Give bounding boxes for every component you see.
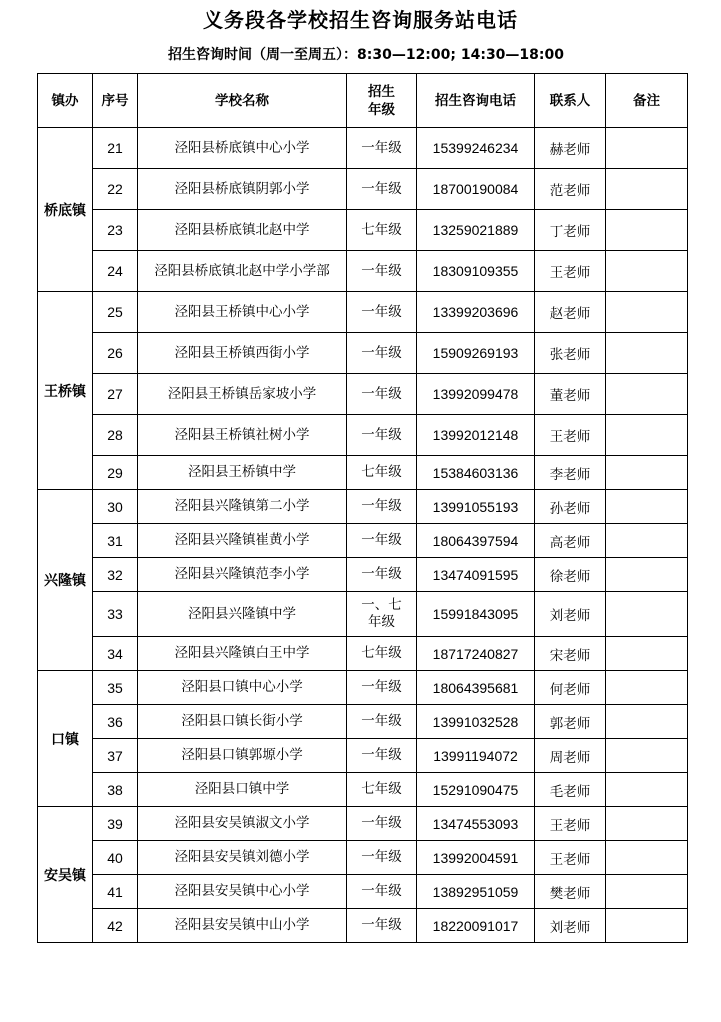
header-school: 学校名称 (138, 74, 347, 128)
seq-cell: 38 (93, 773, 138, 807)
grade-cell: 一年级 (347, 333, 417, 374)
contact-cell: 李老师 (535, 456, 606, 490)
grade-cell: 一年级 (347, 374, 417, 415)
school-name-cell: 泾阳县桥底镇中心小学 (138, 128, 347, 169)
seq-cell: 24 (93, 251, 138, 292)
seq-cell: 42 (93, 909, 138, 943)
note-cell (606, 456, 688, 490)
table-row (38, 592, 688, 637)
header-grade: 招生年级 (347, 74, 417, 128)
contact-cell: 孙老师 (535, 490, 606, 524)
contact-cell: 王老师 (535, 251, 606, 292)
grade-cell: 一年级 (347, 128, 417, 169)
table-row (38, 739, 688, 773)
header-contact: 联系人 (535, 74, 606, 128)
consultation-hours: 招生咨询时间（周一至周五）：8:30—12:00; 14:30—18:00 (168, 47, 564, 63)
school-name-cell: 泾阳县兴隆镇第二小学 (138, 490, 347, 524)
town-cell: 兴隆镇 (38, 490, 93, 671)
grade-cell: 一年级 (347, 739, 417, 773)
contact-cell: 毛老师 (535, 773, 606, 807)
phone-cell: 13399203696 (417, 292, 535, 333)
table-row (38, 251, 688, 292)
contact-cell: 王老师 (535, 841, 606, 875)
school-name-cell: 泾阳县兴隆镇范李小学 (138, 558, 347, 592)
note-cell (606, 705, 688, 739)
table-row (38, 671, 688, 705)
note-cell (606, 807, 688, 841)
grade-cell: 七年级 (347, 773, 417, 807)
contact-cell: 周老师 (535, 739, 606, 773)
table-row (38, 875, 688, 909)
table-row (38, 292, 688, 333)
seq-cell: 21 (93, 128, 138, 169)
note-cell (606, 169, 688, 210)
grade-cell: 一年级 (347, 415, 417, 456)
note-cell (606, 592, 688, 637)
school-name-cell: 泾阳县口镇中学 (138, 773, 347, 807)
phone-cell: 15384603136 (417, 456, 535, 490)
note-cell (606, 251, 688, 292)
school-name-cell: 泾阳县安吴镇刘德小学 (138, 841, 347, 875)
contact-cell: 张老师 (535, 333, 606, 374)
table-row (38, 210, 688, 251)
note-cell (606, 128, 688, 169)
phone-cell: 18220091017 (417, 909, 535, 943)
header-town: 镇办 (38, 74, 93, 128)
table-row (38, 374, 688, 415)
seq-cell: 22 (93, 169, 138, 210)
seq-cell: 33 (93, 592, 138, 637)
table-row (38, 128, 688, 169)
table-row (38, 490, 688, 524)
header-phone: 招生咨询电话 (417, 74, 535, 128)
document-title: 义务段各学校招生咨询服务站电话 (203, 8, 518, 32)
contact-cell: 郭老师 (535, 705, 606, 739)
grade-cell: 一年级 (347, 705, 417, 739)
phone-cell: 13992012148 (417, 415, 535, 456)
school-name-cell: 泾阳县桥底镇阴郭小学 (138, 169, 347, 210)
grade-cell: 一年级 (347, 807, 417, 841)
town-cell: 安吴镇 (38, 807, 93, 943)
header-note: 备注 (606, 74, 688, 128)
school-name-cell: 泾阳县安吴镇淑文小学 (138, 807, 347, 841)
phone-cell: 13992004591 (417, 841, 535, 875)
town-cell: 口镇 (38, 671, 93, 807)
table-row (38, 773, 688, 807)
grade-cell: 一年级 (347, 251, 417, 292)
seq-cell: 32 (93, 558, 138, 592)
seq-cell: 34 (93, 637, 138, 671)
grade-cell: 一年级 (347, 841, 417, 875)
seq-cell: 36 (93, 705, 138, 739)
contact-cell: 丁老师 (535, 210, 606, 251)
phone-cell: 18309109355 (417, 251, 535, 292)
phone-cell: 13991032528 (417, 705, 535, 739)
seq-cell: 40 (93, 841, 138, 875)
note-cell (606, 739, 688, 773)
seq-cell: 25 (93, 292, 138, 333)
grade-cell: 七年级 (347, 637, 417, 671)
contact-cell: 刘老师 (535, 592, 606, 637)
seq-cell: 23 (93, 210, 138, 251)
phone-cell: 13892951059 (417, 875, 535, 909)
seq-cell: 39 (93, 807, 138, 841)
contact-cell: 范老师 (535, 169, 606, 210)
contact-cell: 王老师 (535, 415, 606, 456)
table-row (38, 637, 688, 671)
grade-cell: 一年级 (347, 671, 417, 705)
phone-cell: 15291090475 (417, 773, 535, 807)
grade-cell: 一、七年级 (347, 592, 417, 637)
phone-cell: 13474091595 (417, 558, 535, 592)
school-name-cell: 泾阳县安吴镇中山小学 (138, 909, 347, 943)
contact-cell: 徐老师 (535, 558, 606, 592)
school-name-cell: 泾阳县口镇郭塬小学 (138, 739, 347, 773)
note-cell (606, 558, 688, 592)
contact-cell: 董老师 (535, 374, 606, 415)
table-row (38, 415, 688, 456)
seq-cell: 28 (93, 415, 138, 456)
grade-cell: 一年级 (347, 169, 417, 210)
note-cell (606, 637, 688, 671)
note-cell (606, 210, 688, 251)
seq-cell: 35 (93, 671, 138, 705)
grade-cell: 七年级 (347, 456, 417, 490)
table-row (38, 333, 688, 374)
table-row (38, 909, 688, 943)
note-cell (606, 909, 688, 943)
school-name-cell: 泾阳县口镇长街小学 (138, 705, 347, 739)
contact-cell: 宋老师 (535, 637, 606, 671)
phone-cell: 15399246234 (417, 128, 535, 169)
table-row (38, 169, 688, 210)
seq-cell: 27 (93, 374, 138, 415)
grade-cell: 一年级 (347, 909, 417, 943)
school-name-cell: 泾阳县王桥镇西街小学 (138, 333, 347, 374)
seq-cell: 31 (93, 524, 138, 558)
school-name-cell: 泾阳县桥底镇北赵中学 (138, 210, 347, 251)
town-cell: 王桥镇 (38, 292, 93, 490)
note-cell (606, 292, 688, 333)
phone-cell: 15909269193 (417, 333, 535, 374)
note-cell (606, 415, 688, 456)
phone-cell: 13474553093 (417, 807, 535, 841)
town-cell: 桥底镇 (38, 128, 93, 292)
grade-cell: 一年级 (347, 292, 417, 333)
school-name-cell: 泾阳县兴隆镇中学 (138, 592, 347, 637)
table-row (38, 705, 688, 739)
school-name-cell: 泾阳县王桥镇中学 (138, 456, 347, 490)
note-cell (606, 490, 688, 524)
phone-cell: 13991194072 (417, 739, 535, 773)
school-name-cell: 泾阳县王桥镇社树小学 (138, 415, 347, 456)
note-cell (606, 773, 688, 807)
phone-cell: 15991843095 (417, 592, 535, 637)
phone-cell: 18717240827 (417, 637, 535, 671)
school-phone-table (37, 73, 688, 943)
school-name-cell: 泾阳县王桥镇岳家坡小学 (138, 374, 347, 415)
note-cell (606, 875, 688, 909)
phone-cell: 13991055193 (417, 490, 535, 524)
contact-cell: 赫老师 (535, 128, 606, 169)
seq-cell: 26 (93, 333, 138, 374)
phone-cell: 13992099478 (417, 374, 535, 415)
seq-cell: 29 (93, 456, 138, 490)
grade-cell: 七年级 (347, 210, 417, 251)
table-row (38, 558, 688, 592)
note-cell (606, 333, 688, 374)
seq-cell: 41 (93, 875, 138, 909)
note-cell (606, 671, 688, 705)
grade-cell: 一年级 (347, 558, 417, 592)
seq-cell: 30 (93, 490, 138, 524)
school-name-cell: 泾阳县桥底镇北赵中学小学部 (138, 251, 347, 292)
school-name-cell: 泾阳县王桥镇中心小学 (138, 292, 347, 333)
phone-cell: 18064397594 (417, 524, 535, 558)
contact-cell: 刘老师 (535, 909, 606, 943)
school-name-cell: 泾阳县兴隆镇崔黄小学 (138, 524, 347, 558)
table-body (38, 128, 688, 943)
phone-cell: 18700190084 (417, 169, 535, 210)
school-name-cell: 泾阳县兴隆镇白王中学 (138, 637, 347, 671)
grade-cell: 一年级 (347, 524, 417, 558)
phone-cell: 18064395681 (417, 671, 535, 705)
seq-cell: 37 (93, 739, 138, 773)
note-cell (606, 374, 688, 415)
contact-cell: 高老师 (535, 524, 606, 558)
contact-cell: 赵老师 (535, 292, 606, 333)
school-name-cell: 泾阳县安吴镇中心小学 (138, 875, 347, 909)
contact-cell: 何老师 (535, 671, 606, 705)
table-row (38, 456, 688, 490)
table-row (38, 841, 688, 875)
contact-cell: 王老师 (535, 807, 606, 841)
note-cell (606, 524, 688, 558)
grade-cell: 一年级 (347, 875, 417, 909)
table-header-row (38, 74, 688, 128)
grade-cell: 一年级 (347, 490, 417, 524)
table-row (38, 524, 688, 558)
phone-cell: 13259021889 (417, 210, 535, 251)
table-row (38, 807, 688, 841)
contact-cell: 樊老师 (535, 875, 606, 909)
header-seq: 序号 (93, 74, 138, 128)
note-cell (606, 841, 688, 875)
school-name-cell: 泾阳县口镇中心小学 (138, 671, 347, 705)
